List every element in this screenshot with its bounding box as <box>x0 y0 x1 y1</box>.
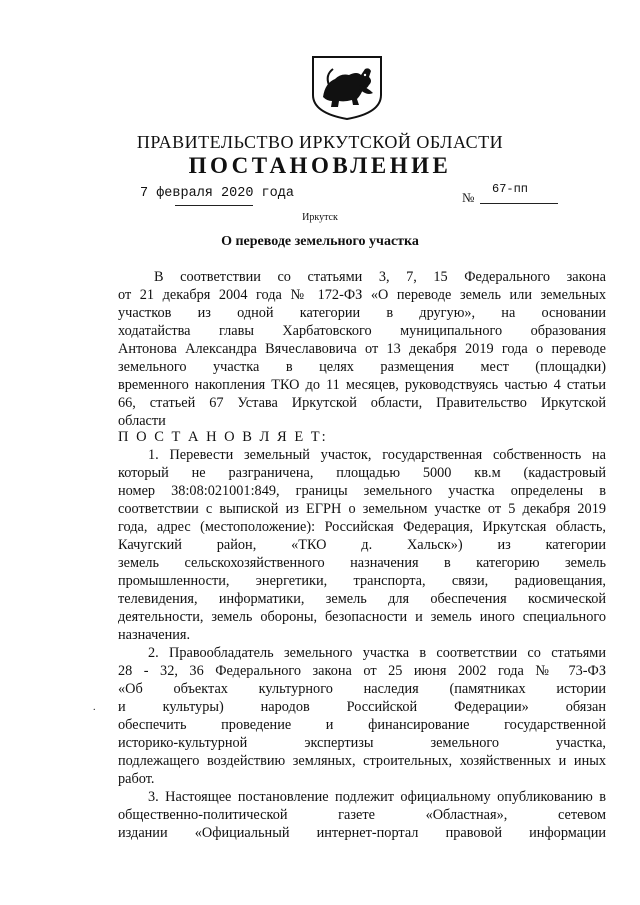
text-line: который не разграничена, площадью 5000 кв.м (кадастровый <box>118 465 606 481</box>
resolves-heading: П О С Т А Н О В Л Я Е Т: <box>118 429 328 445</box>
text-line: 66, статьей 67 Устава Иркутской области, Правительство Иркутской <box>118 395 606 411</box>
text-line: 2. Правообладатель земельного участка в соответствии со статьями <box>148 645 606 661</box>
text-line: соответствии с выпиской из ЕГРН о земельном участке от 5 декабря 2019 <box>118 501 606 517</box>
text-line: участков из одной категории в другую», на основании <box>118 305 606 321</box>
text-line: ходатайства главы Харбатовского муниципального образования <box>118 323 606 339</box>
text-line: Антонова Александра Вячеславовича от 13 декабря 2019 года о переводе <box>118 341 606 357</box>
text-line: телевидения, информатики, земель для обеспечения космической <box>118 591 606 607</box>
text-line: номер 38:08:021001:849, границы земельного участка определены в <box>118 483 606 499</box>
text-line: земельного участка в целях размещения мест (площадки) <box>118 359 606 375</box>
text-line: 28 - 32, 36 Федерального закона от 25 июня 2002 года № 73-ФЗ <box>118 663 606 679</box>
number-underline <box>480 203 558 204</box>
text-line: 1. Перевести земельный участок, государственная собственность на <box>148 447 606 463</box>
text-line: Качугский район, «ТКО д. Хальск») из категории <box>118 537 606 553</box>
text-line: и культуры) народов Российской Федерации» обязан <box>118 699 606 715</box>
text-line: работ. <box>118 771 155 787</box>
document-city: Иркутск <box>302 212 338 223</box>
text-line: временного накопления ТКО до 11 месяцев, руководствуясь частью 4 статьи <box>118 377 606 393</box>
text-line: общественно-политической газете «Областная», сетевом <box>118 807 606 823</box>
number-sign: № <box>462 190 475 205</box>
text-line: земель сельскохозяйственного назначения в категорию земель <box>118 555 606 571</box>
text-line: подлежащего воздействию земляных, строительных, хозяйственных и иных <box>118 753 606 769</box>
text-line: назначения. <box>118 627 191 643</box>
irkutsk-coat-of-arms-emblem <box>311 55 383 121</box>
text-line: области <box>118 413 166 429</box>
text-line: промышленности, энергетики, транспорта, связи, радиовещания, <box>118 573 606 589</box>
document-number: 67-пп <box>492 182 529 196</box>
document-date: 7 февраля 2020 года <box>140 186 294 201</box>
text-line: историко-культурной экспертизы земельного участка, <box>118 735 606 751</box>
government-heading: ПРАВИТЕЛЬСТВО ИРКУТСКОЙ ОБЛАСТИ <box>136 132 504 152</box>
document-subject: О переводе земельного участка <box>221 234 419 249</box>
date-underline <box>175 205 253 206</box>
text-line: 3. Настоящее постановление подлежит официальному опубликованию в <box>148 789 606 805</box>
document-title: ПОСТАНОВЛЕНИЕ <box>188 153 452 178</box>
text-line: от 21 декабря 2004 года № 172-ФЗ «О переводе земель или земельных <box>118 287 606 303</box>
text-line: «Об объектах культурного наследия (памятниках истории <box>118 681 606 697</box>
text-line: деятельности, земель обороны, безопасности и земель иного специального <box>118 609 606 625</box>
stray-mark: . <box>93 702 96 713</box>
text-line: года, адрес (местоположение): Российская Федерация, Иркутская область, <box>118 519 606 535</box>
text-line: обеспечить проведение и финансирование государственной <box>118 717 606 733</box>
text-line: издании «Официальный интернет-портал правовой информации <box>118 825 606 841</box>
text-line: В соответствии со статьями 3, 7, 15 Федерального закона <box>154 269 606 285</box>
